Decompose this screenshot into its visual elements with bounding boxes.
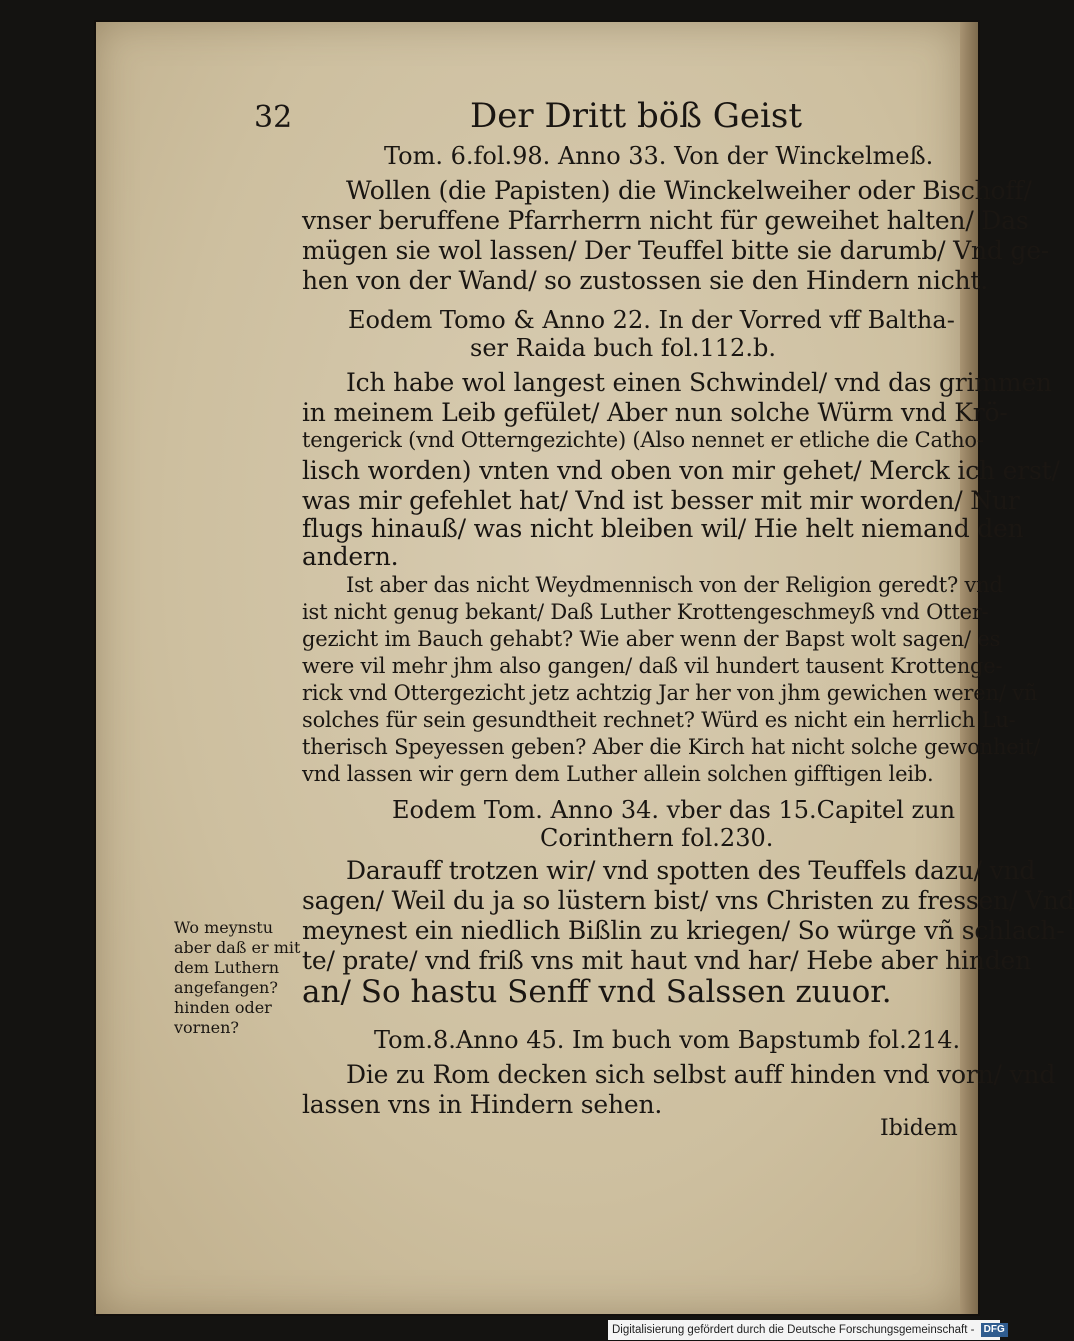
text-line: meynest ein niedlich Bißlin zu kriegen/ So würge vñ schlach-: [302, 916, 1065, 945]
marginal-note-line: dem Luthern: [174, 958, 280, 977]
text-line: were vil mehr jhm also gangen/ daß vil hundert tausent Krottenge-: [302, 654, 1003, 678]
text-line: was mir gefehlet hat/ Vnd ist besser mit mir worden/ Nur: [302, 486, 1020, 515]
text-line: Darauff trotzen wir/ vnd spotten des Teuffels dazu/ vnd: [346, 856, 1036, 885]
text-line: rick vnd Ottergezicht jetz achtzig Jar her von jhm gewichen weren/ vñ: [302, 681, 1038, 705]
text-line: in meinem Leib gefület/ Aber nun solche Würm vnd Krö-: [302, 398, 1008, 427]
text-line: andern.: [302, 542, 399, 571]
reference-line: Tom.8.Anno 45. Im buch vom Bapstumb fol.214.: [374, 1026, 961, 1054]
text-line: ist nicht genug bekant/ Daß Luther Krottengeschmeyß vnd Otter-: [302, 600, 989, 624]
text-line: vnd lassen wir gern dem Luther allein solchen gifftigen leib.: [302, 762, 934, 786]
text-line: vnser beruffene Pfarrherrn nicht für geweihet halten/ Das: [302, 206, 1029, 235]
reference-line: Tom. 6.fol.98. Anno 33. Von der Winckelmeß.: [384, 142, 934, 170]
reference-line: Corinthern fol.230.: [540, 824, 774, 852]
text-line: Die zu Rom decken sich selbst auff hinden vnd vorn/ vnd: [346, 1060, 1056, 1089]
text-line: te/ prate/ vnd friß vns mit haut vnd har/ Hebe aber hinden: [302, 946, 1032, 975]
text-line: hen von der Wand/ so zustossen sie den Hindern nicht.: [302, 266, 988, 295]
text-line: Ist aber das nicht Weydmennisch von der Religion geredt? vnd: [346, 573, 1003, 597]
catchword: Ibidem: [880, 1116, 958, 1141]
marginal-note-line: angefangen?: [174, 978, 278, 997]
reference-line: Eodem Tom. Anno 34. vber das 15.Capitel zun: [392, 796, 956, 824]
text-line: lassen vns in Hindern sehen.: [302, 1090, 663, 1119]
text-line: lisch worden) vnten vnd oben von mir gehet/ Merck ich erst/: [302, 456, 1060, 485]
marginal-note-line: aber daß er mit: [174, 938, 301, 957]
text-line: tengerick (vnd Otterngezichte) (Also nennet er etliche die Catho-: [302, 428, 984, 452]
marginal-note-line: hinden oder: [174, 998, 272, 1017]
text-line: mügen sie wol lassen/ Der Teuffel bitte sie darumb/ Vnd ge-: [302, 236, 1050, 265]
running-title: Der Dritt böß Geist: [470, 96, 802, 136]
text-line: solches für sein gesundtheit rechnet? Würd es nicht ein herrlich Lu-: [302, 708, 1016, 732]
text-line: Ich habe wol langest einen Schwindel/ vnd das grimmen: [346, 368, 1052, 397]
page-number: 32: [254, 100, 293, 135]
footer-text: Digitalisierung gefördert durch die Deutsche Forschungsgemeinschaft -: [612, 1324, 975, 1336]
text-line: sagen/ Weil du ja so lüstern bist/ vns Christen zu fressen/ Vnd: [302, 886, 1074, 915]
text-line: therisch Speyessen geben? Aber die Kirch hat nicht solche gewonheit/: [302, 735, 1041, 759]
marginal-note-line: Wo meynstu: [174, 918, 274, 937]
reference-line: ser Raida buch fol.112.b.: [470, 334, 776, 362]
text-line: flugs hinauß/ was nicht bleiben wil/ Hie helt niemand den: [302, 514, 1024, 543]
reference-line: Eodem Tomo & Anno 22. In der Vorred vff Baltha-: [348, 306, 955, 334]
text-line: an/ So hastu Senff vnd Salssen zuuor.: [302, 974, 892, 1010]
text-line: gezicht im Bauch gehabt? Wie aber wenn der Bapst wolt sagen/ es: [302, 627, 1001, 651]
footer-credit: [608, 1320, 1005, 1340]
marginal-note-line: vornen?: [174, 1018, 239, 1037]
text-line: Wollen (die Papisten) die Winckelweiher oder Bischoff/: [346, 176, 1032, 205]
dfg-logo-icon: DFG: [981, 1323, 1008, 1337]
